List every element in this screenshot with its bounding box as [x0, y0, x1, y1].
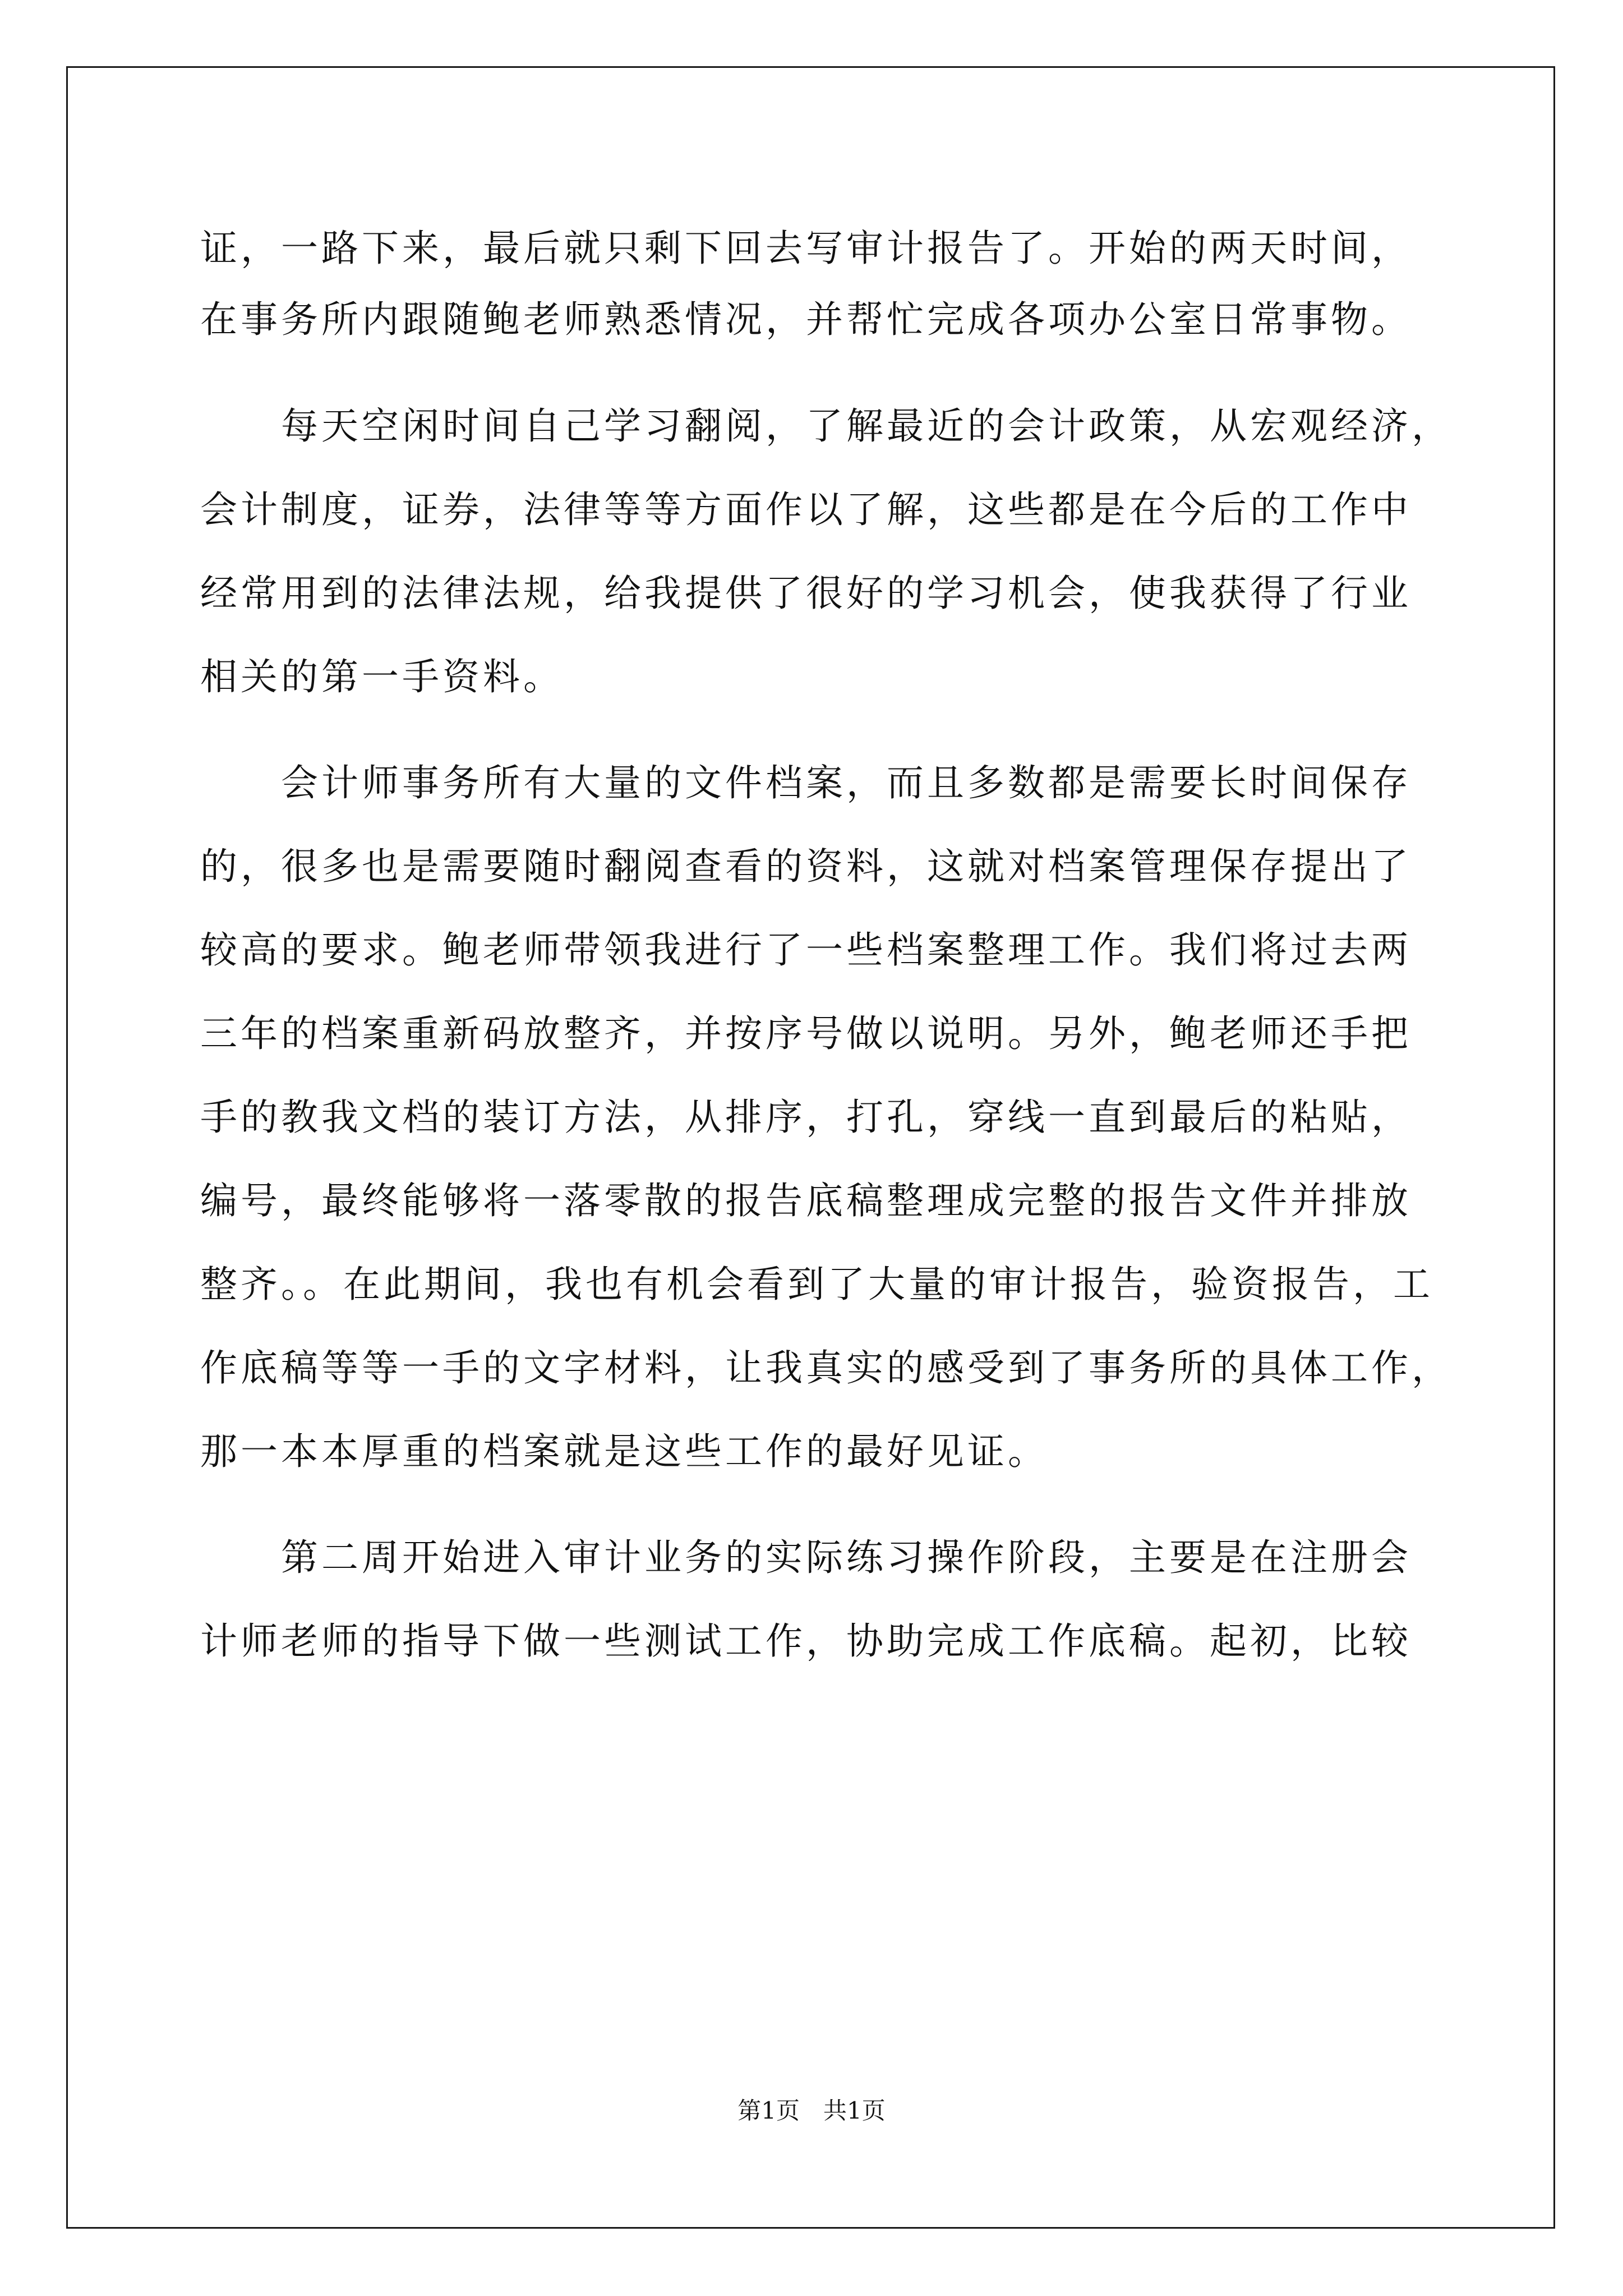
paragraph-line: 的，很多也是需要随时翻阅查看的资料，这就对档案管理保存提出了	[200, 845, 1412, 888]
paragraph-line: 整齐。。在此期间，我也有机会看到了大量的审计报告，验资报告，工	[200, 1263, 1433, 1306]
paragraph-line: 作底稿等等一手的文字材料，让我真实的感受到了事务所的具体工作，	[200, 1346, 1452, 1389]
paragraph-line: 在事务所内跟随鲍老师熟悉情况，并帮忙完成各项办公室日常事物。	[200, 298, 1412, 341]
paragraph-line: 证，一路下来，最后就只剩下回去写审计报告了。开始的两天时间，	[200, 227, 1412, 270]
paragraph-line: 每天空闲时间自己学习翻阅，了解最近的会计政策，从宏观经济，	[200, 404, 1452, 448]
paragraph-line: 手的教我文档的装订方法，从排序，打孔，穿线一直到最后的粘贴，	[200, 1096, 1412, 1139]
paragraph-line: 较高的要求。鲍老师带领我进行了一些档案整理工作。我们将过去两	[200, 928, 1412, 972]
paragraph-line: 编号，最终能够将一落零散的报告底稿整理成完整的报告文件并排放	[200, 1179, 1412, 1222]
paragraph-line: 那一本本厚重的档案就是这些工作的最好见证。	[200, 1430, 1048, 1473]
paragraph-line: 计师老师的指导下做一些测试工作，协助完成工作底稿。起初，比较	[200, 1619, 1412, 1663]
paragraph-line: 经常用到的法律法规，给我提供了很好的学习机会，使我获得了行业	[200, 572, 1412, 615]
page-footer: 第1页 共1页	[737, 2097, 886, 2124]
paragraph-line: 相关的第一手资料。	[200, 655, 564, 698]
paragraph-line: 会计师事务所有大量的文件档案，而且多数都是需要长时间保存	[200, 761, 1412, 804]
paragraph-line: 会计制度，证券，法律等等方面作以了解，这些都是在今后的工作中	[200, 488, 1412, 531]
paragraph-line: 三年的档案重新码放整齐，并按序号做以说明。另外，鲍老师还手把	[200, 1012, 1412, 1055]
paragraph-line: 第二周开始进入审计业务的实际练习操作阶段，主要是在注册会	[200, 1536, 1412, 1579]
